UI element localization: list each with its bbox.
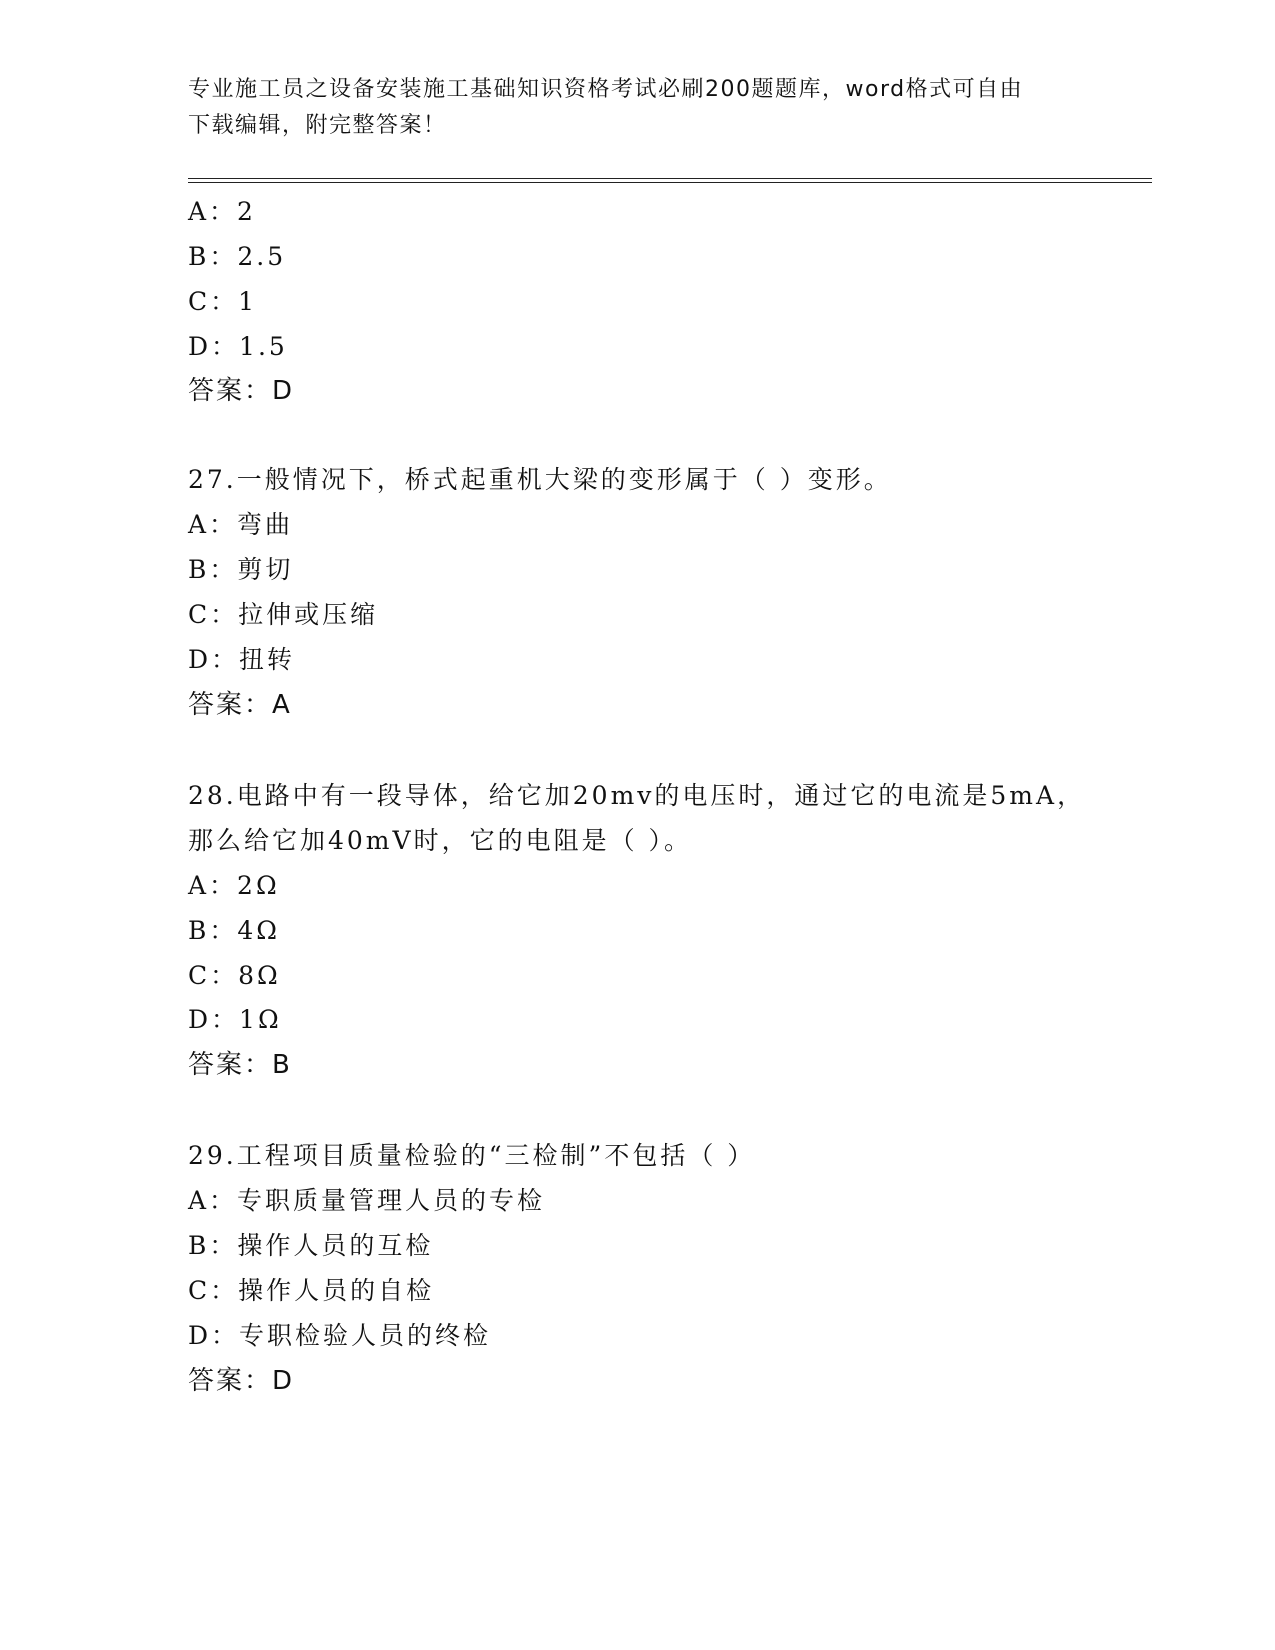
q28-option-c: C：8Ω <box>188 961 281 990</box>
q29-answer: 答案：D <box>188 1366 295 1396</box>
q28-stem-line-1: 28.电路中有一段导体，给它加20mv的电压时，通过它的电流是5mA， <box>188 781 1086 810</box>
q27-stem: 27.一般情况下，桥式起重机大梁的变形属于（ ）变形。 <box>188 465 892 494</box>
q26-option-b: B：2.5 <box>188 242 287 271</box>
q26-option-a: A：2 <box>188 197 256 226</box>
q29-stem: 29.工程项目质量检验的“三检制”不包括（ ） <box>188 1141 756 1170</box>
q27-option-b: B：剪切 <box>188 555 294 584</box>
q29-option-a: A：专职质量管理人员的专检 <box>188 1186 546 1215</box>
q29-option-b: B：操作人员的互检 <box>188 1231 434 1260</box>
q28-option-d: D：1Ω <box>188 1005 282 1034</box>
q27-answer: 答案：A <box>188 690 292 720</box>
q28-stem-line-2: 那么给它加40mV时，它的电阻是（ ）。 <box>188 826 693 855</box>
header-title-line-1: 专业施工员之设备安装施工基础知识资格考试必刷200题题库，word格式可自由 <box>188 77 1024 102</box>
q27-option-a: A：弯曲 <box>188 510 294 539</box>
q28-answer: 答案：B <box>188 1050 292 1080</box>
q26-option-c: C：1 <box>188 287 258 316</box>
q29-option-d: D：专职检验人员的终检 <box>188 1321 492 1350</box>
header-title-line-2: 下载编辑，附完整答案！ <box>188 113 447 138</box>
document-header <box>188 72 1088 144</box>
q26-answer: 答案：D <box>188 376 295 406</box>
q26-option-d: D：1.5 <box>188 332 288 361</box>
q28-option-b: B：4Ω <box>188 916 281 945</box>
q27-option-d: D：扭转 <box>188 645 296 674</box>
q27-option-c: C：拉伸或压缩 <box>188 600 379 629</box>
header-divider-top <box>188 178 1152 179</box>
q28-option-a: A：2Ω <box>188 871 280 900</box>
header-divider-bottom <box>188 182 1152 183</box>
q29-option-c: C：操作人员的自检 <box>188 1276 435 1305</box>
